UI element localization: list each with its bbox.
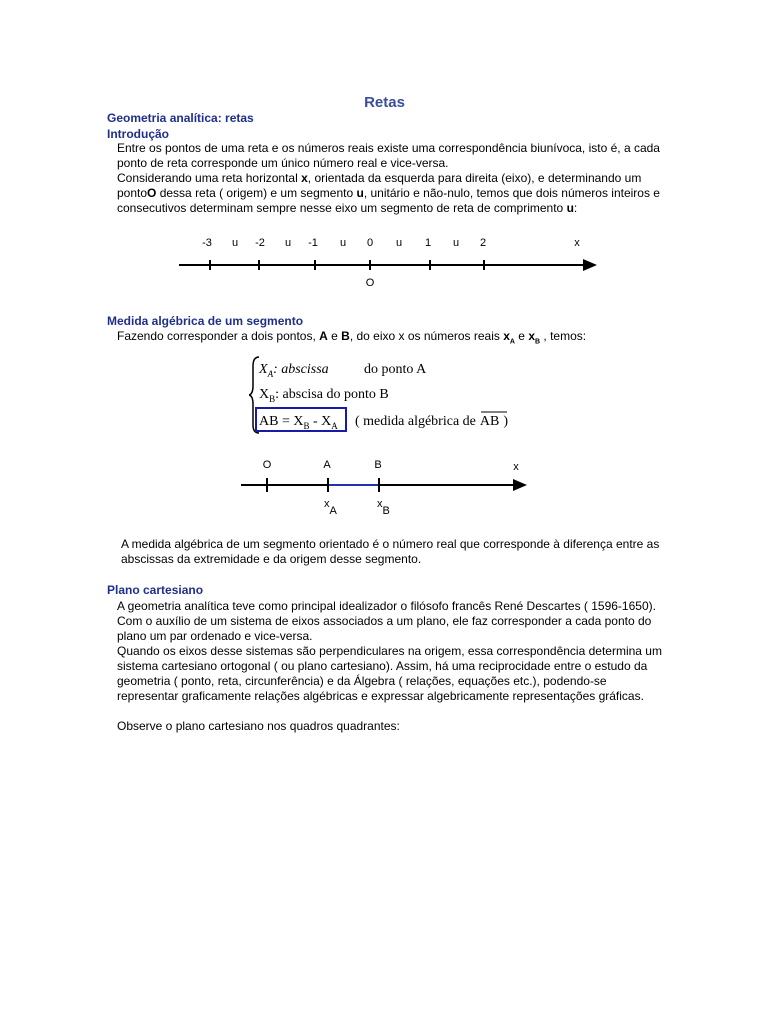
tick-label: 0 bbox=[366, 237, 374, 249]
section-heading-plano: Plano cartesiano bbox=[107, 583, 204, 597]
tick-label: -3 bbox=[202, 237, 212, 249]
svg-text:XB: abscisa do ponto B: $X_B$: abscisa do ponto B bbox=[259, 387, 389, 404]
tick-label: 1 bbox=[424, 237, 432, 249]
segment-axis-diagram bbox=[239, 456, 529, 522]
xb-label: xB bbox=[377, 498, 390, 517]
plano-paragraph-1: A geometria analítica teve como principal idealizador o filósofo francês René Descartes ( 1596-1650). Com o auxílio de um sistema de eixos associados a um plano, ele faz corresponder a cada ponto do plano um par ordenado e vice-versa. bbox=[117, 599, 656, 643]
origin-label: O bbox=[262, 459, 272, 471]
medida-definition: A medida algébrica de um segmento orientado é o número real que corresponde à diferença entre as abscissas da extremidade e da origem desse segmento. bbox=[121, 537, 660, 566]
section-heading-geometria: Geometria analítica: retas bbox=[107, 111, 254, 125]
axis-name-label: x bbox=[574, 237, 580, 249]
intro-paragraph-2: Considerando uma reta horizontal x, orientada da esquerda para direita (eixo), e determinando um pontoO dessa reta ( origem) e um segmento u, unitário e não-nulo, temos que dois números inteiros e consecutivos determinam sempre nesse eixo um segmento de reta de comprimento u: bbox=[117, 171, 660, 215]
xa-label: xA bbox=[324, 498, 337, 517]
plano-paragraph-2: Quando os eixos desse sistemas são perpendiculares na origem, essa correspondência determina um sistema cartesiano ortogonal ( ou plano cartesiano). Assim, há uma reciprocidade entre o estudo da geometria ( ponto, reta, circunferência) e da Álgebra ( relações, equações etc.), podendo-se representar graficamente relações algébricas e expressar algebricamente representações gráficas. bbox=[117, 644, 662, 703]
plano-paragraph-3: Observe o plano cartesiano nos quadros quadrantes: bbox=[117, 719, 400, 733]
point-a-label: A bbox=[323, 459, 331, 471]
left-brace bbox=[249, 357, 259, 433]
section-heading-medida: Medida algébrica de um segmento bbox=[107, 314, 304, 328]
unit-label: u bbox=[284, 237, 292, 249]
point-b-label: B bbox=[374, 459, 382, 471]
unit-label: u bbox=[231, 237, 239, 249]
unit-label: u bbox=[452, 237, 460, 249]
svg-text:AB = XB - XA: AB = $X_B - X_A$ bbox=[259, 414, 338, 431]
page-title: Retas bbox=[364, 94, 405, 111]
unit-label: u bbox=[339, 237, 347, 249]
tick-label: 2 bbox=[479, 237, 487, 249]
tick-label: -2 bbox=[255, 237, 265, 249]
unit-label: u bbox=[395, 237, 403, 249]
svg-text:XA: abscissa: $X_A$: abscissa bbox=[259, 362, 329, 379]
tick-label: -1 bbox=[308, 237, 318, 249]
formula-line-1-rest: do ponto A bbox=[364, 362, 427, 377]
number-line-diagram bbox=[177, 232, 597, 292]
formula-system bbox=[249, 354, 539, 436]
section-heading-introducao: Introdução bbox=[107, 127, 169, 141]
axis-arrow bbox=[513, 479, 527, 491]
axis-name-label: x bbox=[513, 461, 519, 473]
medida-intro: Fazendo corresponder a dois pontos, A e B, do eixo x os números reais $x_A$ e $x_B$ , temos: bbox=[117, 329, 587, 346]
origin-label: O bbox=[365, 277, 375, 289]
intro-paragraph-1: Entre os pontos de uma reta e os números reais existe uma correspondência biunívoca, isto é, a cada ponto de reta corresponde um único número real e vice-versa. bbox=[117, 141, 660, 170]
axis-arrow bbox=[583, 259, 597, 271]
formula-paren-text: ( medida algébrica de AB ) bbox=[355, 414, 509, 429]
